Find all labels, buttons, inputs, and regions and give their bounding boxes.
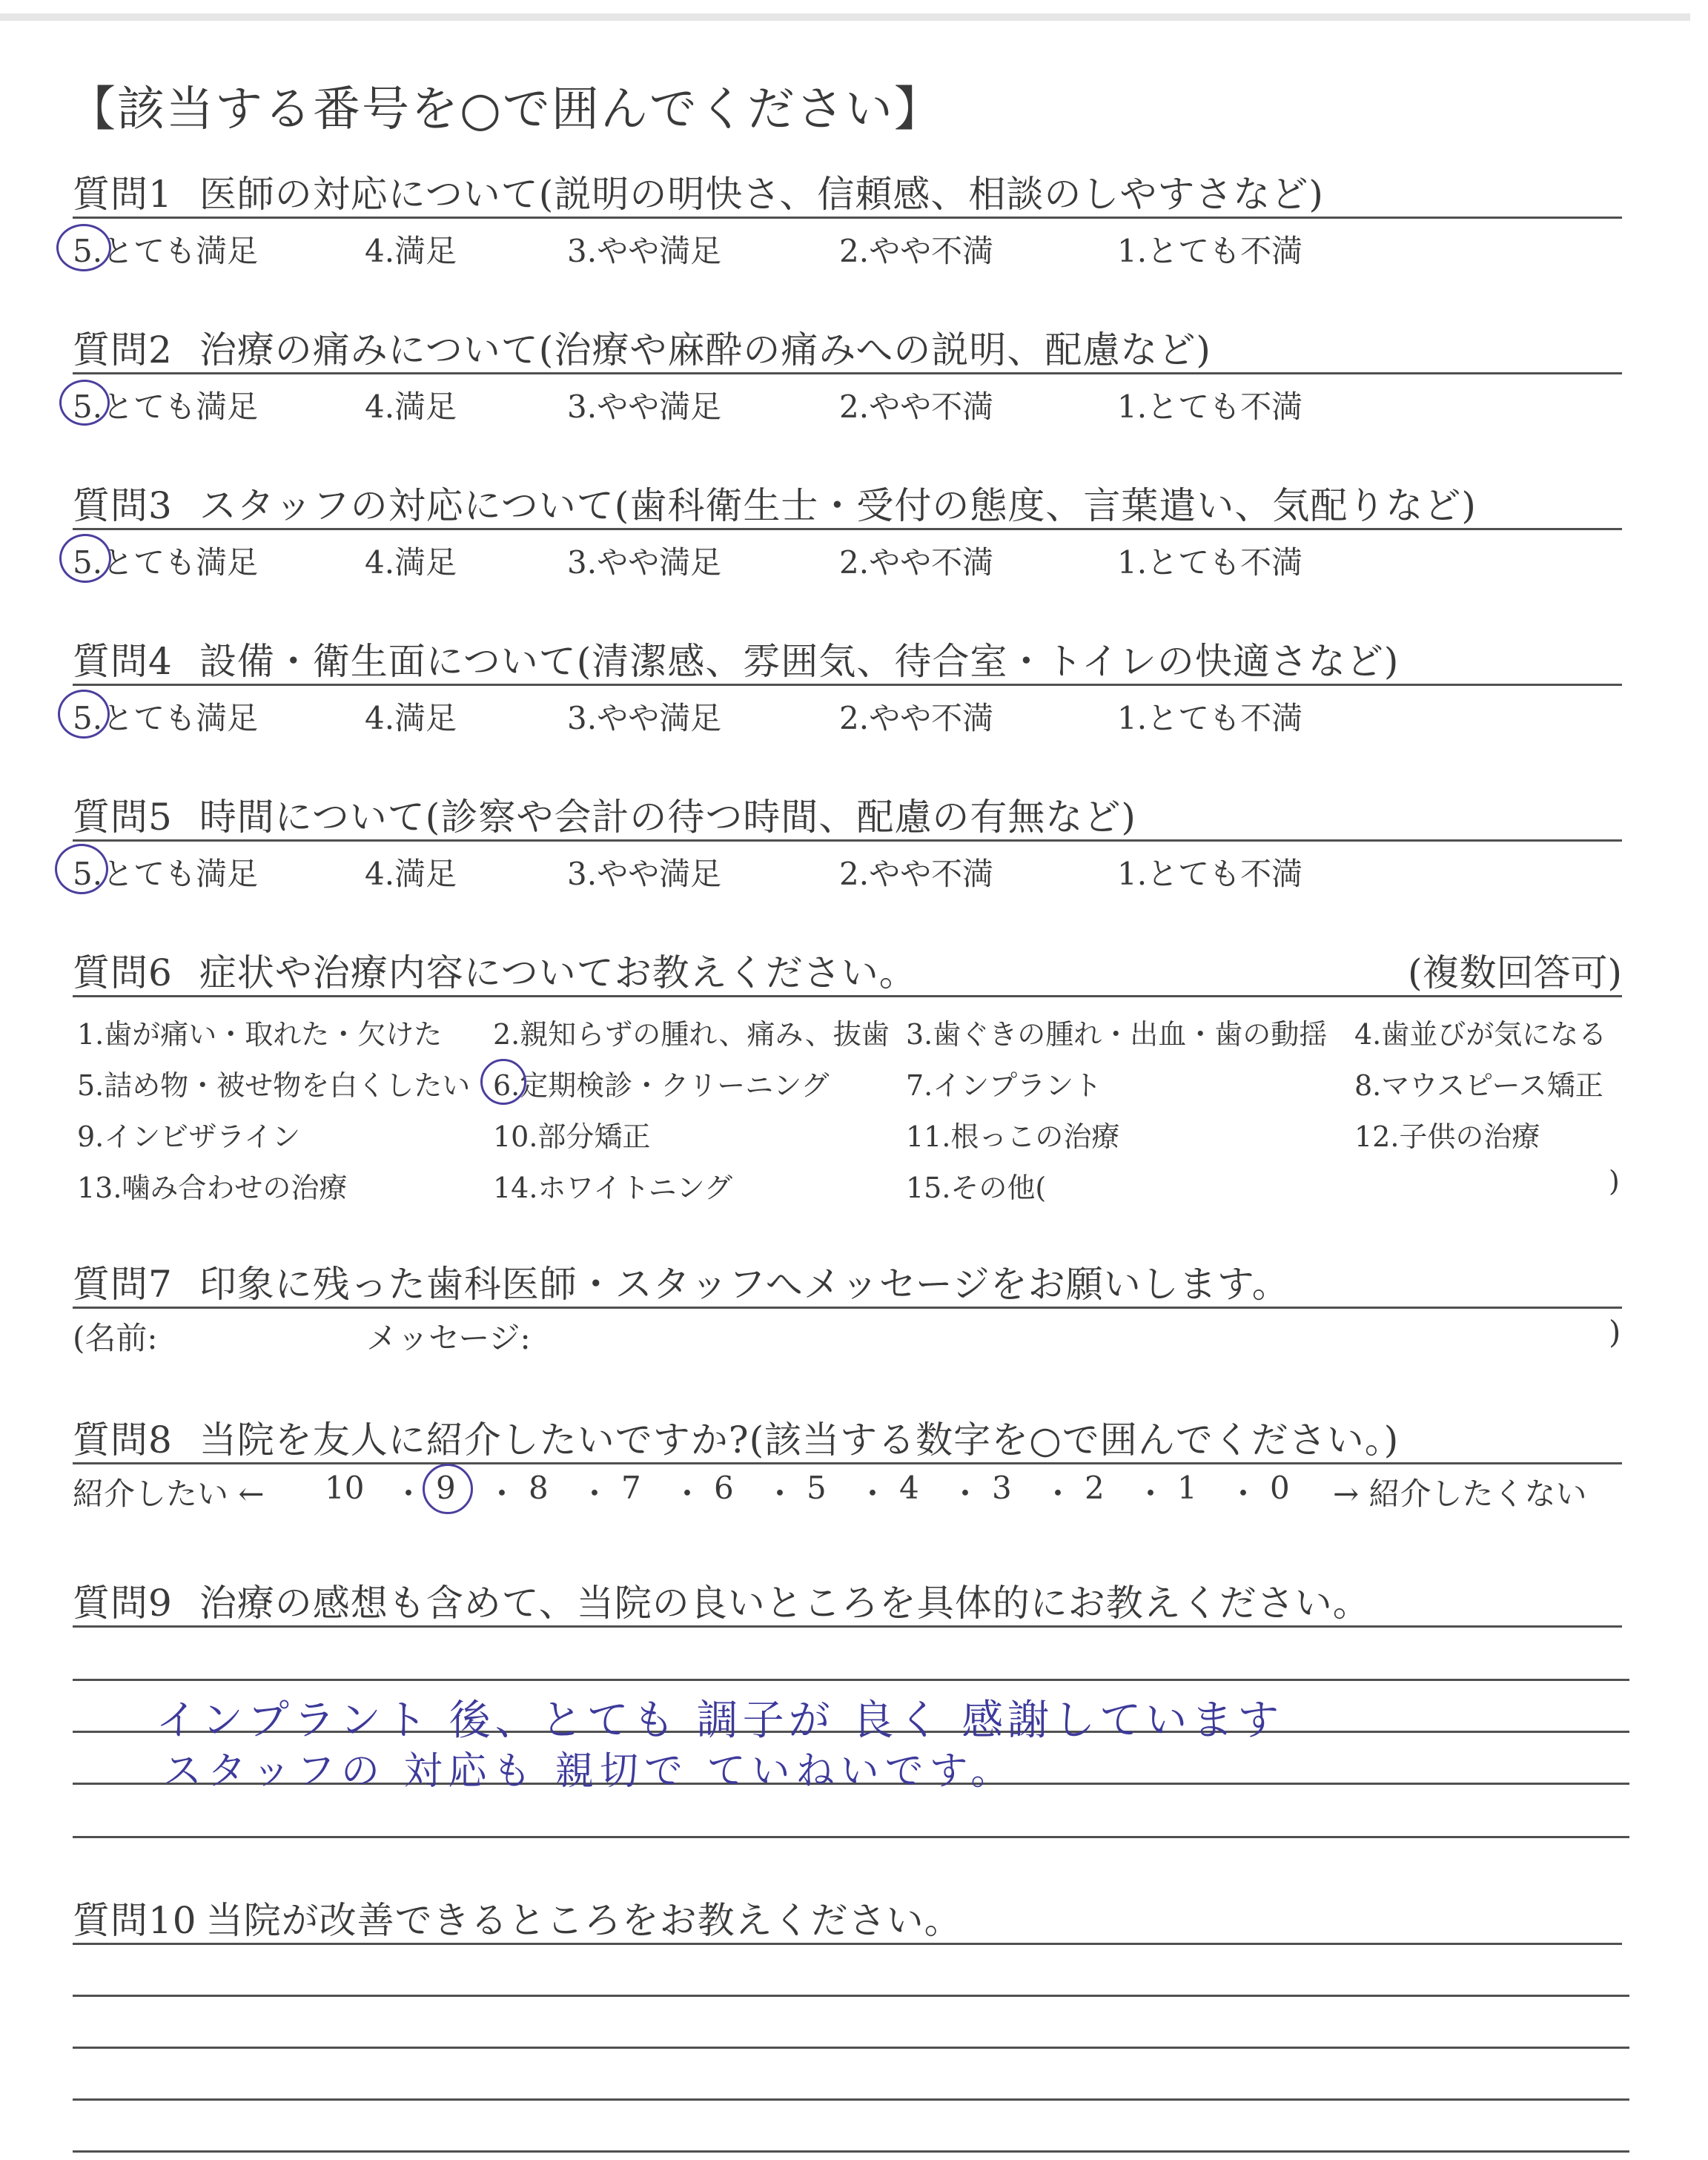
scale-dot: ・ <box>1228 1476 1260 1512</box>
question-10 <box>73 1891 1622 1958</box>
option-3[interactable]: 3.やや満足 <box>567 700 722 736</box>
question-number: 質問3 <box>73 484 173 527</box>
selection-circle <box>58 690 110 739</box>
question-number: 質問8 <box>73 1418 173 1462</box>
scale-dot: ・ <box>1135 1476 1167 1512</box>
scale-2[interactable]: 2 <box>1085 1470 1105 1506</box>
q6-option-2[interactable]: 2.親知らずの腫れ、痛み、抜歯 <box>493 1018 890 1051</box>
option-5[interactable]: 5.とても満足 <box>73 700 259 736</box>
name-label: (名前: <box>73 1320 158 1356</box>
question-5 <box>73 787 1622 854</box>
question-text: スタッフの対応について(歯科衛生士・受付の態度、言葉遣い、気配りなど) <box>199 484 1477 527</box>
selection-circle <box>56 224 111 271</box>
option-2[interactable]: 2.やや不満 <box>839 856 994 892</box>
scale-dot: ・ <box>672 1476 704 1512</box>
question-1 <box>73 165 1622 231</box>
scale-dot: ・ <box>764 1476 796 1512</box>
option-3[interactable]: 3.やや満足 <box>567 233 722 269</box>
question-8 <box>73 1410 1622 1477</box>
scale-dot: ・ <box>393 1476 425 1512</box>
question-text: 症状や治療内容についてお教えください。 <box>199 951 917 994</box>
option-5[interactable]: 5.とても満足 <box>73 856 259 892</box>
answer-line <box>73 1995 1629 1997</box>
scale-right-label: → 紹介したくない <box>1333 1476 1587 1512</box>
scale-1[interactable]: 1 <box>1177 1470 1197 1506</box>
option-3[interactable]: 3.やや満足 <box>567 544 722 581</box>
handwritten-answer-line-1: インプラント 後、とても 調子が 良く 感謝しています <box>156 1697 1284 1745</box>
question-number: 質問1 <box>73 173 173 216</box>
option-5[interactable]: 5.とても満足 <box>73 233 259 269</box>
option-5[interactable]: 5.とても満足 <box>73 544 259 581</box>
divider <box>73 1307 1622 1309</box>
page-title: 【該当する番号を○で囲んでください】 <box>68 82 943 137</box>
q6-option-6[interactable]: 6.定期検診・クリーニング <box>493 1069 830 1102</box>
recommend-scale <box>73 1470 1622 1514</box>
scale-3[interactable]: 3 <box>992 1470 1012 1506</box>
question-number: 質問9 <box>73 1582 173 1625</box>
divider <box>73 1462 1622 1464</box>
option-4[interactable]: 4.満足 <box>365 856 457 892</box>
q6-option-12[interactable]: 12.子供の治療 <box>1354 1120 1540 1153</box>
option-4[interactable]: 4.満足 <box>365 389 457 425</box>
question-text: 印象に残った歯科医師・スタッフへメッセージをお願いします。 <box>199 1263 1290 1306</box>
question-text: 当院が改善できるところをお教えください。 <box>205 1899 962 1942</box>
option-1[interactable]: 1.とても不満 <box>1117 544 1303 581</box>
q6-option-4[interactable]: 4.歯並びが気になる <box>1354 1018 1607 1051</box>
selection-circle <box>59 534 111 583</box>
scale-9[interactable]: 9 <box>436 1470 456 1506</box>
question-number: 質問5 <box>73 796 173 839</box>
question-number: 質問7 <box>73 1263 173 1306</box>
q6-option-9[interactable]: 9.インビザライン <box>77 1120 301 1153</box>
option-5[interactable]: 5.とても満足 <box>73 389 259 425</box>
selection-circle <box>55 844 108 894</box>
top-edge <box>0 13 1690 21</box>
q6-option-14[interactable]: 14.ホワイトニング <box>493 1172 733 1204</box>
question-text: 医師の対応について(説明の明快さ、信頼感、相談のしやすさなど) <box>199 173 1324 216</box>
scale-6[interactable]: 6 <box>714 1470 734 1506</box>
message-close: ) <box>1609 1314 1621 1350</box>
q6-option-15[interactable]: 15.その他( <box>906 1172 1047 1204</box>
answer-line <box>73 2150 1629 2153</box>
scale-dot: ・ <box>486 1476 518 1512</box>
scale-5[interactable]: 5 <box>807 1470 827 1506</box>
scale-dot: ・ <box>857 1476 889 1512</box>
divider <box>73 1625 1622 1628</box>
question-7 <box>73 1255 1622 1321</box>
scale-7[interactable]: 7 <box>621 1470 641 1506</box>
option-4[interactable]: 4.満足 <box>365 544 457 581</box>
question-number: 質問6 <box>73 951 173 994</box>
question-4 <box>73 632 1622 698</box>
option-4[interactable]: 4.満足 <box>365 233 457 269</box>
answer-line <box>73 1836 1629 1838</box>
question-3 <box>73 476 1622 543</box>
scale-dot: ・ <box>1042 1476 1074 1512</box>
option-3[interactable]: 3.やや満足 <box>567 389 722 425</box>
divider <box>73 684 1622 686</box>
option-2[interactable]: 2.やや不満 <box>839 700 994 736</box>
scale-10[interactable]: 10 <box>325 1470 365 1506</box>
q6-option-5[interactable]: 5.詰め物・被せ物を白くしたい <box>77 1069 471 1102</box>
question-text: 設備・衛生面について(清潔感、雰囲気、待合室・トイレの快適さなど) <box>199 640 1400 683</box>
answer-line <box>73 2098 1629 2101</box>
option-2[interactable]: 2.やや不満 <box>839 233 994 269</box>
question-text: 当院を友人に紹介したいですか?(該当する数字を○で囲んでください。) <box>199 1418 1400 1462</box>
answer-line <box>73 1679 1629 1681</box>
q6-option-13[interactable]: 13.噛み合わせの治療 <box>77 1172 348 1204</box>
question-text: 治療の痛みについて(治療や麻酔の痛みへの説明、配慮など) <box>199 328 1211 371</box>
divider <box>73 1943 1622 1945</box>
option-1[interactable]: 1.とても不満 <box>1117 856 1303 892</box>
q6-option-1[interactable]: 1.歯が痛い・取れた・欠けた <box>77 1018 443 1051</box>
q6-other-close: ) <box>1609 1165 1620 1198</box>
q6-option-11[interactable]: 11.根っこの治療 <box>906 1120 1120 1153</box>
message-label: メッセージ: <box>366 1320 531 1356</box>
question-text: 治療の感想も含めて、当院の良いところを具体的にお教えください。 <box>199 1582 1371 1625</box>
option-1[interactable]: 1.とても不満 <box>1117 389 1303 425</box>
selection-circle <box>423 1464 473 1514</box>
question-6 <box>73 943 1622 1010</box>
selection-circle <box>480 1059 526 1105</box>
scale-left-label: 紹介したい ← <box>73 1476 265 1512</box>
question-number: 質問2 <box>73 328 173 371</box>
scale-4[interactable]: 4 <box>899 1470 919 1506</box>
scale-0[interactable]: 0 <box>1270 1470 1290 1506</box>
question-number: 質問10 <box>73 1899 197 1942</box>
divider <box>73 528 1622 530</box>
divider <box>73 217 1622 219</box>
divider <box>73 995 1622 997</box>
divider <box>73 839 1622 842</box>
option-2[interactable]: 2.やや不満 <box>839 544 994 581</box>
scale-dot: ・ <box>950 1476 982 1512</box>
multiple-answer-note: (複数回答可) <box>1407 951 1622 994</box>
divider <box>73 372 1622 374</box>
q6-option-8[interactable]: 8.マウスピース矯正 <box>1354 1069 1603 1102</box>
option-3[interactable]: 3.やや満足 <box>567 856 722 892</box>
scale-8[interactable]: 8 <box>529 1470 549 1506</box>
option-1[interactable]: 1.とても不満 <box>1117 700 1303 736</box>
q6-option-7[interactable]: 7.インプラント <box>906 1069 1102 1102</box>
selection-circle <box>59 380 110 426</box>
question-2 <box>73 320 1622 387</box>
handwritten-answer-line-2: スタッフの 対応も 親切で ていねいです。 <box>163 1749 1016 1794</box>
question-text: 時間について(診察や会計の待つ時間、配慮の有無など) <box>199 796 1136 839</box>
answer-line <box>73 2047 1629 2049</box>
q6-option-3[interactable]: 3.歯ぐきの腫れ・出血・歯の動揺 <box>906 1018 1328 1051</box>
option-4[interactable]: 4.満足 <box>365 700 457 736</box>
question-9 <box>73 1573 1622 1640</box>
q6-option-10[interactable]: 10.部分矯正 <box>493 1120 651 1153</box>
question-number: 質問4 <box>73 640 173 683</box>
option-2[interactable]: 2.やや不満 <box>839 389 994 425</box>
option-1[interactable]: 1.とても不満 <box>1117 233 1303 269</box>
scale-dot: ・ <box>579 1476 611 1512</box>
